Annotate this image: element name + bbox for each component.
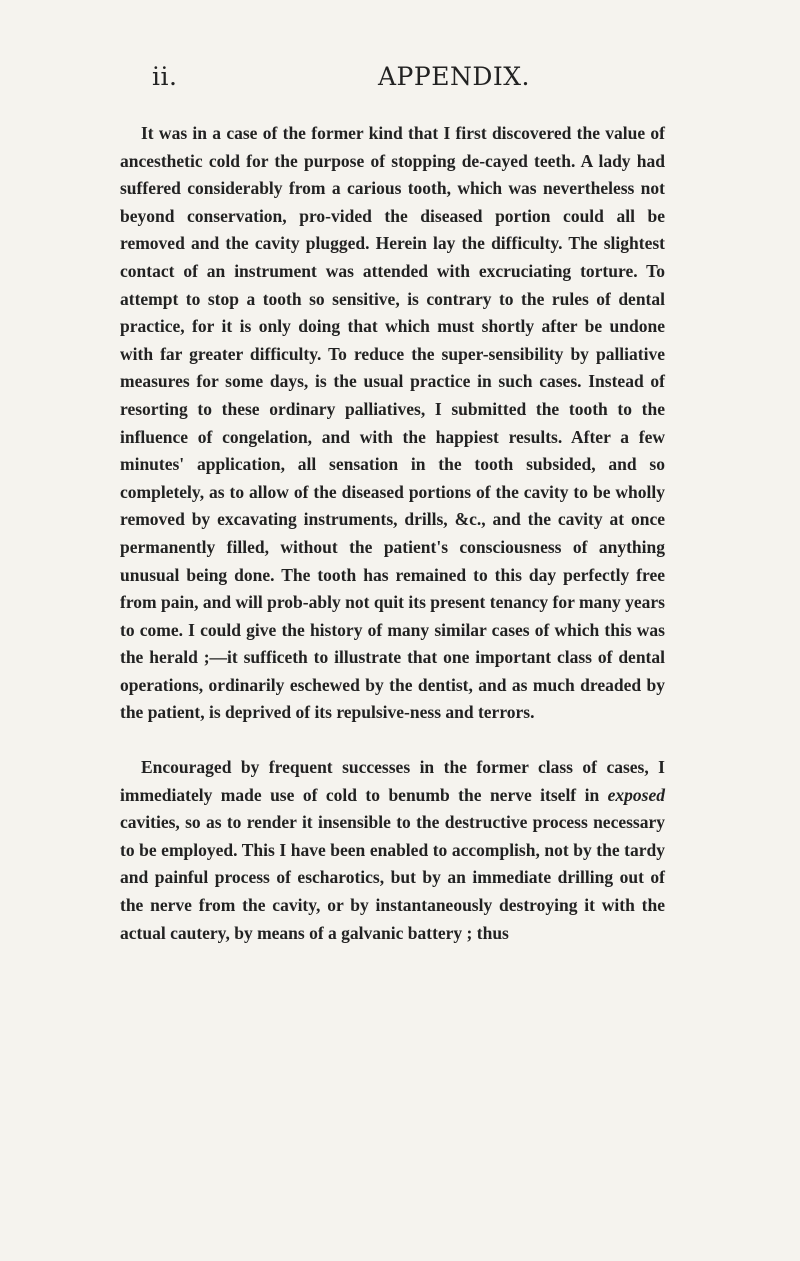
paragraph-1: It was in a case of the former kind that I first discovered the value of ancesthetic cold for the purpose of stopping de-cayed teeth. A lady had suffered considerably from a carious tooth, which was nevertheless not beyond conservation, pro-vided the diseased portion could all be removed and the cavity plugged. Herein lay the difficulty. The slightest contact of an instrument was attended with excruciating torture. To attempt to stop a tooth so sensitive, is contrary to the rules of dental practice, for it is only doing that which must shortly after be undone with far greater difficulty. To reduce the super-sensibility by palliative measures for some days, is the usual practice in such cases. Instead of resorting to these ordinary palliatives, I submitted the tooth to the influence of congelation, and with the happiest results. After a few minutes' application, all sensation in the tooth subsided, and so completely, as to allow of the diseased portions of the cavity to be wholly removed by excavating instruments, drills, &c., and the cavity at once permanently filled, without the patient's consciousness of anything unusual being done. The tooth has remained to this day perfectly free from pain, and will prob-ably not quit its present tenancy for many years to come. I could give the history of many similar cases of which this was the herald ;—it sufficeth to illustrate that one important class of dental operations, ordinarily eschewed by the dentist, and as much dreaded by the patient, is deprived of its repulsive-ness and terrors.: [120, 123, 665, 723]
page-number: ii.: [152, 62, 178, 91]
page-header: [152, 62, 612, 98]
paragraph-2-italic-word: exposed: [607, 784, 665, 805]
paragraph-2-text-before-italic: Encouraged by frequent successes in the former class of cases, I immediately made use of cold to benumb the nerve itself in: [120, 757, 665, 805]
paragraph-2-text-after-italic: cavities, so as to render it insensible to the destructive process necessary to be employed. This I have been enabled to accomplish, not by the tardy and painful process of escharotics, but by an immediate drilling out of the nerve from the cavity, or by instantaneously destroying it with the actual cautery, by means of a galvanic battery ; thus: [120, 812, 665, 943]
paragraph-2: [120, 754, 665, 947]
body-text: [120, 120, 665, 947]
running-head: APPENDIX.: [378, 62, 530, 91]
